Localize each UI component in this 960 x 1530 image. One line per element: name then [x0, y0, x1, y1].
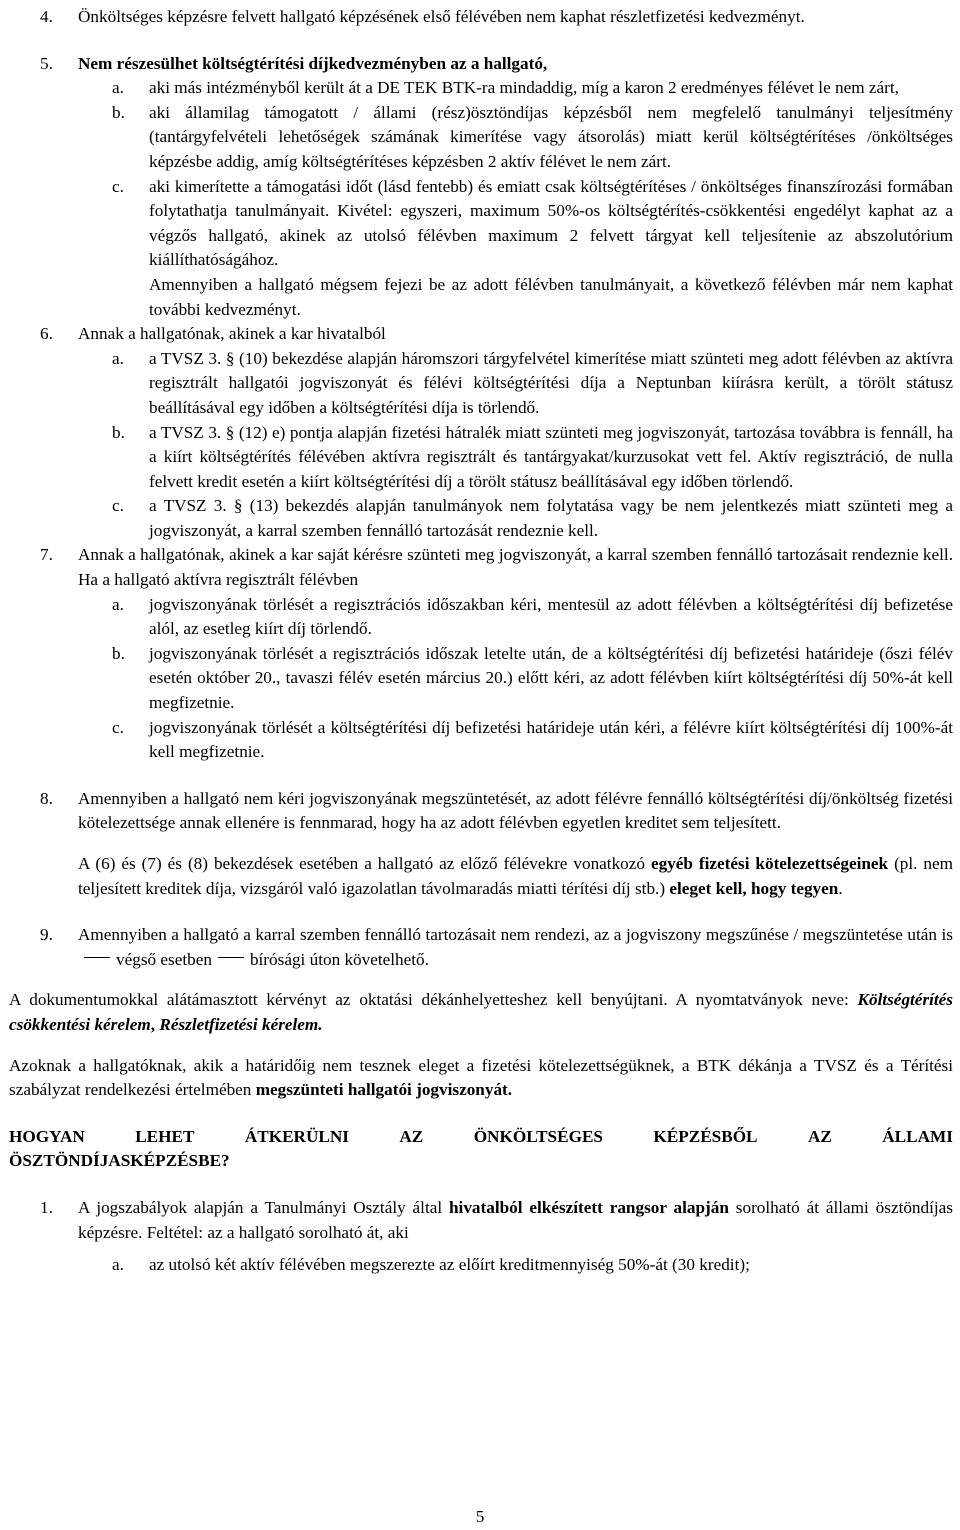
- transfer-item-1: [9, 1196, 953, 1245]
- sub-letter: b.: [112, 643, 125, 663]
- dash-rule: [218, 957, 244, 958]
- list-item-8: [9, 787, 953, 836]
- sub-letter: a.: [112, 348, 124, 368]
- item-text: bírósági úton követelhető.: [249, 949, 429, 969]
- para-bold: eleget kell, hogy tegyen: [669, 878, 839, 898]
- sub-item-7a: [9, 593, 953, 642]
- heading-line-2: ÖSZTÖNDÍJASKÉPZÉSBE?: [9, 1151, 230, 1171]
- sub-letter: b.: [112, 102, 125, 122]
- item-text: végső esetben: [116, 949, 212, 969]
- item-text: Annak a hallgatónak, akinek a kar hivatalból: [78, 324, 386, 344]
- item-number: 8.: [40, 788, 53, 808]
- para-text: A dokumentumokkal alátámasztott kérvényt az oktatási dékánhelyetteshez kell benyújtani. A nyomtatványok neve:: [9, 990, 858, 1010]
- item-number: 5.: [40, 53, 53, 73]
- para-text: .: [838, 878, 843, 898]
- item-bold: hivatalból elkészített rangsor alapján: [448, 1197, 729, 1217]
- sub-text: jogviszonyának törlését a regisztrációs időszakban kéri, mentesül az adott félévben a költségtérítési díj befizetése alól, az esetleg kiírt díj törlendő.: [149, 594, 953, 639]
- sub-item-7c: [9, 716, 953, 765]
- sub-text: aki kimerítette a támogatási időt (lásd fentebb) és emiatt csak költségtérítéses / önköltséges finanszírozási formában folytathatja tanulmányait. Kivétel: egyszeri, maximum 50%-os költségtérítés-csökkentési engedélyt kaphat az a végzős hallgató, akinek az utolsó félévben maximum 2 felvett tárgyat kell teljesítenie az abszolutórium kiállíthatóságához.: [149, 176, 953, 270]
- sub-letter: a.: [112, 1255, 124, 1275]
- transfer-sub-item-a: [9, 1253, 953, 1278]
- item-text: A jogszabályok alapján a Tanulmányi Osztály által: [78, 1197, 449, 1217]
- form-name: Költségtérítés csökkentési kérelem: [9, 990, 953, 1034]
- document-page: [9, 0, 953, 1278]
- section-heading: [9, 1125, 953, 1174]
- sub-text: aki államilag támogatott / állami (rész)ösztöndíjas képzésből nem megfelelő tanulmányi teljesítmény (tantárgyfelvételi lehetőségek számának kimerítése vagy átsorolás) miatt kerül költségtérítéses /önköltséges képzésbe addig, amíg költségtérítéses képzésben 2 aktív félévet le nem zárt.: [149, 102, 953, 171]
- item-number: 4.: [40, 7, 53, 26]
- sub-letter: c.: [112, 496, 124, 516]
- list-item-5: [9, 52, 953, 77]
- sub-text: a TVSZ 3. § (13) bekezdés alapján tanulmányok nem folytatása vagy be nem jelentkezés miatt szünteti meg a jogviszonyát, a karral szemben fennálló tartozását rendeznie kell.: [149, 496, 953, 540]
- item-text: sorolható át állami ösztöndíjas képzésre. Feltétel: az a hallgató sorolható át, aki: [78, 1197, 953, 1242]
- para-text: Azoknak a hallgatóknak, akik a határidőig nem tesznek eleget a fizetési kötelezettségüknek, a BTK dékánja a TVSZ és a Térítési szabályzat rendelkezési értelmében: [9, 1055, 953, 1100]
- item-text-lead: Nem részesülhet költségtérítési díjkedvezményben az a hallgató,: [78, 53, 548, 73]
- sub-letter: a.: [112, 594, 124, 614]
- sub-text: az utolsó két aktív félévében megszerezte az előírt kreditmennyiség 50%-át (30 kredit);: [149, 1255, 750, 1275]
- para-text: (pl. nem teljesített kreditek díja, vizsgáról való igazolatlan távolmaradás miatti térítési díj stb.): [78, 854, 953, 898]
- list-item-6: [9, 322, 953, 347]
- termination-paragraph: [9, 1054, 953, 1103]
- sub-text: jogviszonyának törlését a regisztrációs időszak letelte után, de a költségtérítési díj befizetési határideje (őszi félév esetén október 20., tavaszi félév esetén március 20.) előtt kéri, az adott félévben kiírt költségtérítési díj 50%-át kell megfizetnie.: [149, 643, 953, 713]
- sub-item-6a: [9, 347, 953, 421]
- sub-text: a TVSZ 3. § (10) bekezdése alapján háromszori tárgyfelvétel kimerítése miatt szünteti meg adott félévben az aktívra regisztrált hallgatói jogviszonyát és félévi költségtérítési díja a Neptunban kiírásra került, a törölt státusz beállításával egy időben a költségtérítési díja is törlendő.: [149, 348, 953, 417]
- item-8-paragraph: [9, 852, 953, 901]
- list-item-7: [9, 543, 953, 592]
- item-text: Annak a hallgatónak, akinek a kar saját kérésre szünteti meg jogviszonyát, a karral szemben fennálló tartozásait rendeznie kell. Ha a hallgató aktívra regisztrált félévben: [78, 545, 953, 590]
- list-item-9: [9, 923, 953, 972]
- sub-text: a TVSZ 3. § (12) e) pontja alapján fizetési hátralék miatt szünteti meg jogviszonyát, tartozása továbbra is fennáll, ha a kiírt költségtérítés félévében aktívra regisztrált és tantárgyakat/kurzusokat vett fel. Aktív regisztráció, de nulla felvett kredit esetén a kiírt költségtérítési díj a törölt státusz beállításával egy időben törlendő.: [149, 422, 953, 491]
- sub-item-5b: [9, 101, 953, 175]
- para-text: A (6) és (7) és (8) bekezdések esetében a hallgató az előző félévekre vonatkozó: [78, 854, 651, 873]
- heading-line-1: HOGYAN LEHET ÁTKERÜLNI AZ ÖNKÖLTSÉGES KÉPZÉSBŐL AZ ÁLLAMI: [9, 1126, 953, 1146]
- sub-text-extra: Amennyiben a hallgató mégsem fejezi be az adott félévben tanulmányait, a következő félévben már nem kaphat további kedvezményt.: [149, 274, 953, 319]
- sub-item-6b: [9, 421, 953, 495]
- para-bold: megszünteti hallgatói jogviszonyát.: [255, 1080, 513, 1100]
- item-number: 7.: [40, 545, 53, 565]
- list-item-4: [9, 5, 953, 30]
- form-name: Részletfizetési kérelem.: [159, 1014, 323, 1034]
- sub-letter: a.: [112, 78, 124, 98]
- para-text: ,: [150, 1014, 160, 1034]
- page-number: 5: [475, 1507, 485, 1526]
- item-number: 9.: [40, 925, 53, 945]
- sub-item-6c: [9, 494, 953, 543]
- sub-letter: c.: [112, 717, 124, 737]
- dash-rule: [84, 957, 110, 958]
- para-bold: egyéb fizetési kötelezettségeinek: [650, 854, 889, 873]
- item-text: Önköltséges képzésre felvett hallgató képzésének első félévében nem kaphat részletfizetési kedvezményt.: [78, 7, 805, 26]
- item-text: [78, 52, 953, 77]
- sub-item-5a: [9, 76, 953, 101]
- sub-text: jogviszonyának törlését a költségtérítési díj befizetési határideje után kéri, a félévre kiírt költségtérítési díj 100%-át kell megfizetnie.: [149, 717, 953, 762]
- forms-paragraph: [9, 988, 953, 1037]
- sub-letter: c.: [112, 176, 124, 196]
- item-number: 1.: [40, 1197, 53, 1217]
- sub-item-7b: [9, 642, 953, 716]
- item-text: Amennyiben a hallgató a karral szemben fennálló tartozásait nem rendezi, az a jogviszony megszűnése / megszüntetése után is: [78, 925, 953, 945]
- sub-item-5c: [9, 175, 953, 323]
- sub-letter: b.: [112, 422, 125, 442]
- sub-text: aki más intézményből került át a DE TEK BTK-ra mindaddig, míg a karon 2 eredményes félévet le nem zárt,: [149, 78, 899, 98]
- item-number: 6.: [40, 324, 53, 344]
- item-text: Amennyiben a hallgató nem kéri jogviszonyának megszüntetését, az adott félévre fennálló költségtérítési díj/önköltség fizetési kötelezettsége annak ellenére is fennmarad, hogy ha az adott félévben egyetlen kreditet sem teljesített.: [78, 788, 953, 833]
